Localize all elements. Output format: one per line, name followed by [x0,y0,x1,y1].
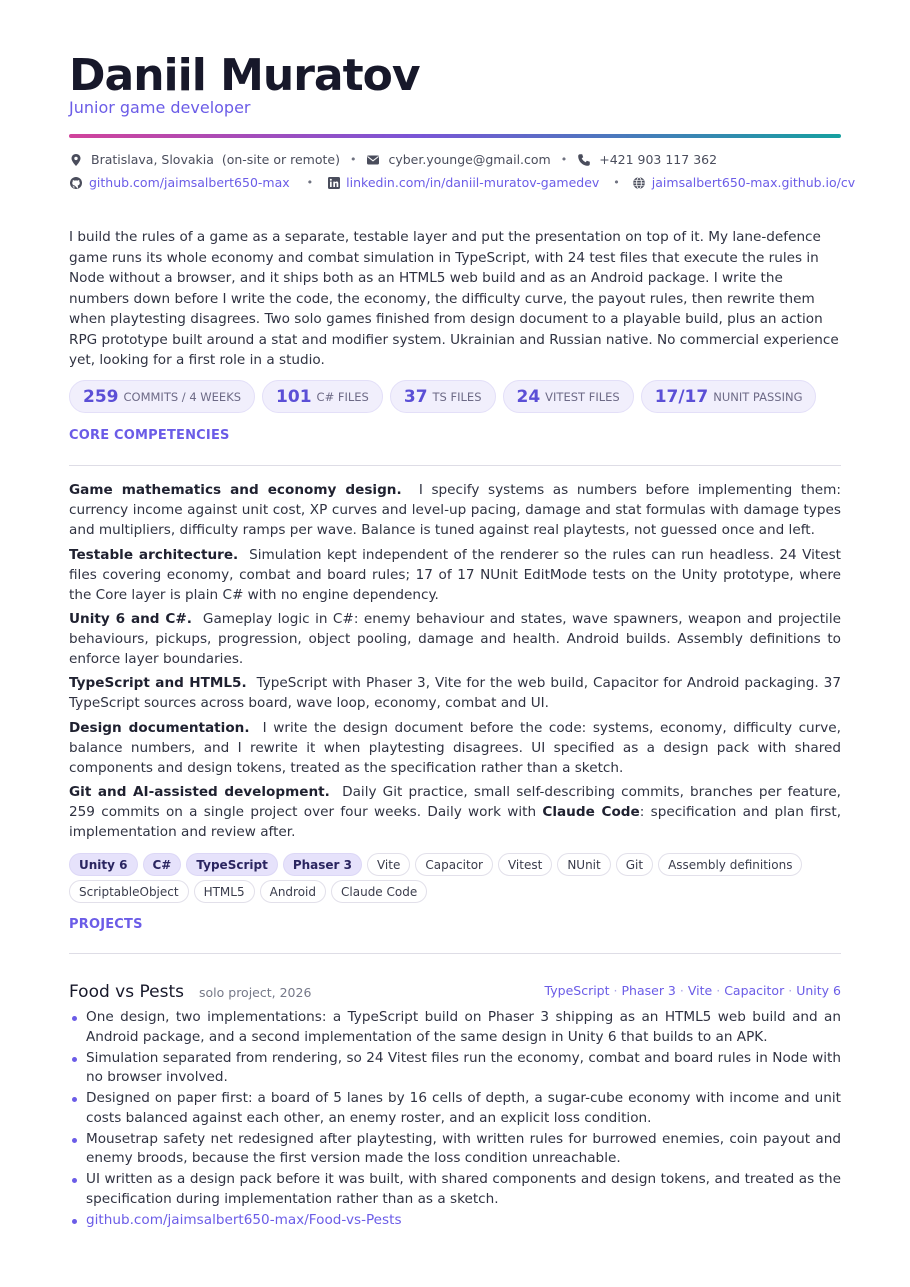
section-heading-competencies: CORE COMPETENCIES [69,428,230,443]
competency-item [69,718,841,778]
contact-row-2 [69,175,855,191]
stat-pill-ts-files [390,380,496,413]
skill-tag: C# [143,853,182,876]
section-heading-projects: PROJECTS [69,917,143,932]
competency-text: I write the design document before the code: systems, economy, difficulty curve, balance numbers, and I rewrite it when playtesting disagrees. UI specified as a design pack with shared components and design tokens, treated as the specification rather than a sketch. [69,720,841,776]
globe-icon [632,176,646,190]
stat-pill-cs-files [262,380,383,413]
contact-linkedin[interactable] [327,175,599,191]
skill-tag: Capacitor [415,853,493,876]
competency-title: Testable architecture. [69,547,239,563]
stack-item: Unity 6 [796,983,841,998]
project-stack [545,983,841,998]
stack-separator: · [613,983,618,998]
linkedin-icon [327,176,341,190]
candidate-role: Junior game developer [69,98,251,117]
competency-item [69,609,841,669]
skill-tag: Unity 6 [69,853,138,876]
competency-emphasis: Claude Code [542,804,640,820]
skill-tag: Phaser 3 [283,853,362,876]
stat-value: 101 [276,386,312,407]
stack-item: TypeScript [544,983,610,998]
stat-value: 37 [403,386,428,407]
contact-github[interactable] [69,175,290,191]
stat-pill-commits [69,380,255,413]
contact-website[interactable] [632,175,855,191]
contact-separator: • [613,176,620,189]
skill-tag: Android [260,880,326,903]
competency-title: Unity 6 and C#. [69,611,192,627]
skill-tag: Vitest [498,853,552,876]
competency-item [69,782,841,842]
contact-separator: • [349,153,357,166]
project-bullet: Designed on paper first: a board of 5 lanes by 16 cells of depth, a sugar-cube economy with income and unit costs balanced against each other, an enemy roster, and an explicit loss condition. [69,1089,841,1128]
project-bullet: Simulation separated from rendering, so 24 Vitest files run the economy, combat and board rules in Node with no browser involved. [69,1049,841,1088]
stat-value: 259 [83,386,119,407]
skill-tag: NUnit [557,853,610,876]
contact-location [69,152,340,168]
project-bullet: One design, two implementations: a TypeScript build on Phaser 3 shipping as an HTML5 web build and an Android package, and a second implementation of the same design in Unity 6 that builds to an APK. [69,1008,841,1047]
contact-email[interactable] [366,152,550,168]
header-divider [69,134,841,138]
email-text[interactable]: cyber.younge@gmail.com [388,152,551,167]
phone-icon [577,153,591,167]
stat-pill-nunit [641,380,817,413]
stack-item: Vite [687,983,713,998]
stat-value: 17/17 [654,386,709,407]
project-meta: solo project, 2026 [199,985,312,1000]
github-link[interactable]: github.com/jaimsalbert650-max [89,175,290,190]
section-divider [69,953,841,954]
github-icon [69,176,83,190]
skill-tag: Claude Code [331,880,427,903]
project-repo-link[interactable]: github.com/jaimsalbert650-max/Food-vs-Pests [69,1211,841,1231]
competency-title: TypeScript and HTML5. [69,675,247,691]
skill-tag: Vite [367,853,410,876]
skill-tags [69,853,841,903]
competency-item [69,480,841,540]
competency-text: Simulation kept independent of the renderer so the rules can run headless. 24 Vitest files covering economy, combat and board rules; 17 of 17 NUnit EditMode tests on the Unity prototype, where the Core layer is plain C# with no engine dependency. [69,547,841,603]
map-pin-icon [69,153,83,167]
phone-text[interactable]: +421 903 117 362 [599,152,718,167]
stat-label: COMMITS / 4 WEEKS [123,389,242,404]
competency-text: : specification and plan first, implementation and review after. [69,804,842,840]
skill-tag: Assembly definitions [658,853,802,876]
skill-tag: TypeScript [186,853,277,876]
stack-item: Capacitor [724,983,785,998]
envelope-icon [366,153,380,167]
stack-separator: · [716,983,721,998]
skill-tag: HTML5 [194,880,255,903]
stack-item: Phaser 3 [621,983,676,998]
stat-label: TS FILES [432,389,482,404]
competency-text: Gameplay logic in C#: enemy behaviour and states, wave spawners, weapon and projectile behaviours, pickups, progression, object pooling, damage and health. Android builds. Assembly definitions to enforce layer boundaries. [69,611,841,667]
competency-text: TypeScript with Phaser 3, Vite for the web build, Capacitor for Android packaging. 37 TypeScript sources across board, wave loop, economy, combat and UI. [69,675,841,711]
project-title: Food vs Pests [69,982,184,1002]
website-link[interactable]: jaimsalbert650-max.github.io/cv [651,175,856,190]
stat-pill-vitest-files [503,380,634,413]
stack-separator: · [679,983,684,998]
summary-paragraph: I build the rules of a game as a separate, testable layer and put the presentation on top of it. My lane-defence game runs its whole economy and combat simulation in TypeScript, with 24 test files that execute the rules in Node without a browser, and it ships both as an HTML5 web build and as an Android package. I write the numbers down before I write the code, the economy, the difficulty curve, the payout rules, then rewrite them when playtesting disagrees. Two solo games finished from design document to a playable build, plus an action RPG prototype built around a stat and modifier system. Ukrainian and Russian native. No commercial experience yet, looking for a first role in a studio. [69,229,839,368]
stack-separator: · [788,983,793,998]
competency-item [69,545,841,605]
contact-phone[interactable] [577,152,717,168]
location-text: Bratislava, Slovakia (on-site or remote) [91,152,340,167]
contact-row-1 [69,152,717,168]
competency-title: Git and AI-assisted development. [69,784,330,800]
candidate-name: Daniil Muratov [69,50,420,101]
competency-item [69,673,841,713]
stat-label: NUNIT PASSING [713,389,803,404]
stat-label: C# FILES [316,389,369,404]
contact-separator: • [560,153,568,166]
linkedin-link[interactable]: linkedin.com/in/daniil-muratov-gamedev [346,175,600,190]
competency-text: I specify systems as numbers before implementing them: currency income against unit cost, XP curves and level-up pacing, damage and stat formulas with damage types and multipliers, difficulty ramps per wave. Balance is tuned against real playtests, not guessed once and left. [69,482,841,538]
project-bullets [69,1008,841,1232]
competency-title: Design documentation. [69,720,250,736]
skill-tag: Git [616,853,653,876]
stats-row [69,380,816,413]
competency-title: Game mathematics and economy design. [69,482,402,498]
section-divider [69,465,841,466]
skill-tag: ScriptableObject [69,880,189,903]
contact-separator: • [306,176,314,189]
stat-value: 24 [516,386,541,407]
project-bullet: Mousetrap safety net redesigned after playtesting, with written rules for burrowed enemies, coin payout and enemy broods, because the first version made the loss condition unreachable. [69,1130,841,1169]
project-bullet: UI written as a design pack before it was built, with shared components and design tokens, and treated as the specification during implementation rather than as a sketch. [69,1170,841,1209]
stat-label: VITEST FILES [545,389,620,404]
competency-text: Daily Git practice, small self-describing commits, branches per feature, 259 commits on a single project over four weeks. Daily work with [69,784,841,820]
